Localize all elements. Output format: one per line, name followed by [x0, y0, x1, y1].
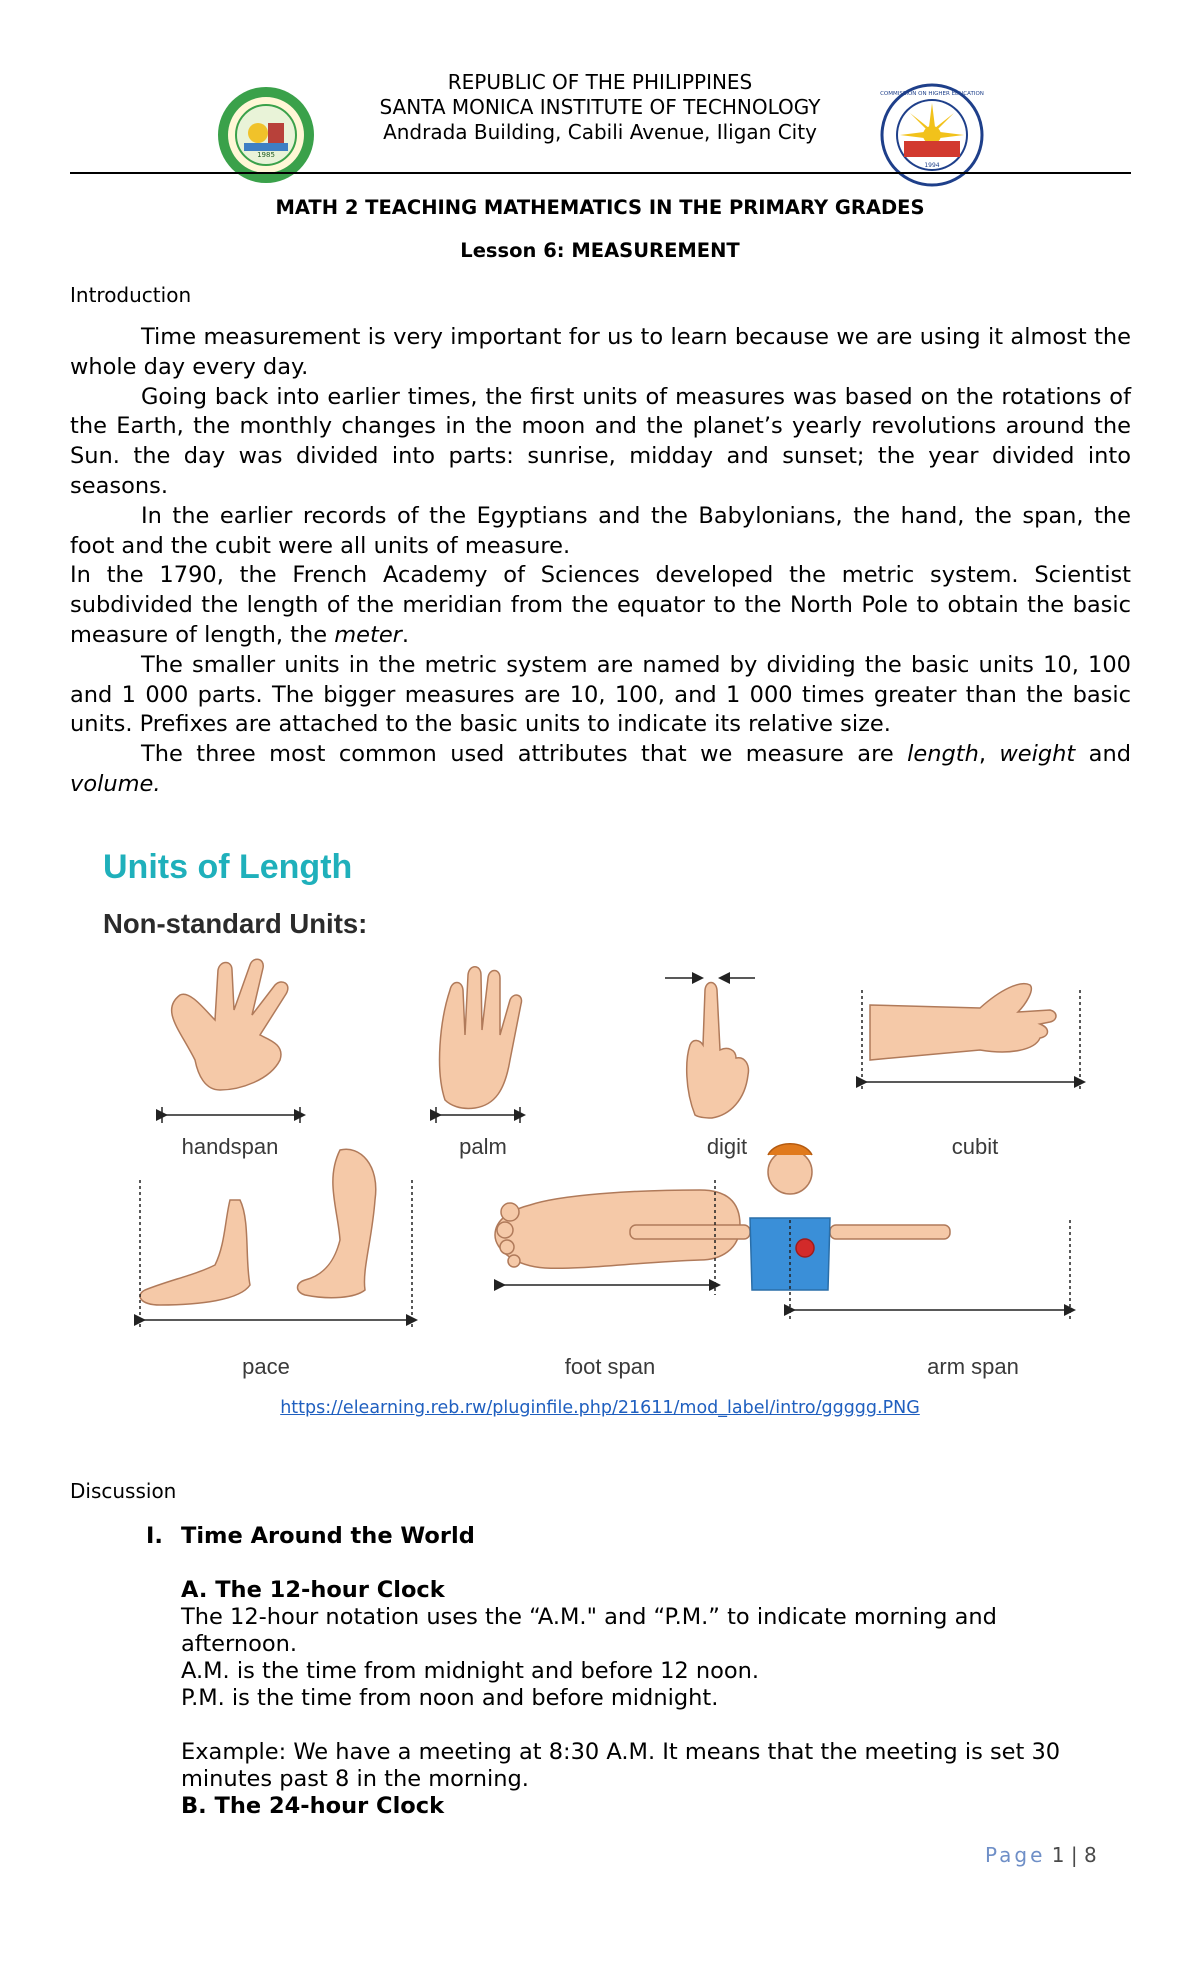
units-of-length-illustration: [100, 950, 1100, 1390]
svg-text:COMMISSION ON HIGHER EDUCATION: COMMISSION ON HIGHER EDUCATION: [880, 91, 984, 97]
subsection-a-text: A.M. is the time from midnight and before 12 noon.: [181, 1658, 760, 1684]
intro-paragraph: The three most common used attributes that we measure are length, weight and volume.: [70, 741, 1132, 797]
label-pace: pace: [242, 1354, 290, 1379]
subsection-a-text: The 12-hour notation uses the “A.M." and “P.M.” to indicate morning and afternoon.: [181, 1604, 997, 1657]
figure-title: Units of Length: [103, 848, 353, 886]
handspan-hand-icon: [172, 959, 288, 1090]
introduction-label: Introduction: [70, 283, 192, 307]
section-numeral: I.: [146, 1523, 163, 1549]
svg-text:1985: 1985: [257, 151, 275, 159]
subsection-b-title: B. The 24-hour Clock: [181, 1793, 445, 1819]
intro-paragraph: Time measurement is very important for us to learn because we are using it almost the whole day every day.: [70, 324, 1131, 380]
intro-paragraph: The smaller units in the metric system are named by dividing the basic units 10, 100 and 1 000 parts. The bigger measures are 10, 100, and 1 000 times greater than the basic units. Prefixes are attached to the basic units to indicate its relative size.: [70, 651, 1131, 738]
subsection-a-text: P.M. is the time from noon and before midnight.: [181, 1685, 719, 1711]
label-digit: digit: [706, 1134, 748, 1159]
page-total: 8: [1083, 1843, 1097, 1867]
label-arm-span: arm span: [927, 1354, 1019, 1379]
lesson-title: Lesson 6: MEASUREMENT: [460, 239, 740, 262]
page-current: 1: [1051, 1843, 1065, 1867]
example-text: Example: We have a meeting at 8:30 A.M. It means that the meeting is set 30 minutes past 8 in the morning.: [181, 1739, 1061, 1792]
section-body: [181, 1577, 1061, 1820]
pace-feet-icon: [140, 1149, 376, 1305]
label-handspan: handspan: [181, 1134, 279, 1159]
label-cubit: cubit: [951, 1134, 999, 1159]
header-line-republic: REPUBLIC OF THE PHILIPPINES: [447, 70, 753, 94]
course-title: MATH 2 TEACHING MATHEMATICS IN THE PRIMARY GRADES: [275, 196, 925, 219]
digit-finger-icon: [687, 983, 749, 1119]
label-palm: palm: [459, 1134, 507, 1159]
page-footer: [985, 1843, 1097, 1867]
discussion-label: Discussion: [70, 1479, 177, 1503]
cubit-arm-icon: [870, 984, 1056, 1060]
header-line-address: Andrada Building, Cabili Avenue, Iligan City: [383, 120, 817, 144]
intro-paragraph: Going back into earlier times, the first units of measures was based on the rotations of the Earth, the monthly changes in the moon and the planet’s yearly revolutions around the Sun. the day was divided into parts: sunrise, midday and sunset; the year divided into seasons.: [70, 383, 1131, 499]
header-line-institute: SANTA MONICA INSTITUTE OF TECHNOLOGY: [379, 95, 821, 119]
header-divider: [70, 172, 1131, 174]
palm-hand-icon: [440, 967, 522, 1109]
figure-subtitle: Non-standard Units:: [103, 908, 368, 939]
label-foot-span: foot span: [564, 1354, 656, 1379]
page-word: Page: [985, 1843, 1046, 1867]
subsection-a-title: A. The 12-hour Clock: [181, 1577, 445, 1603]
svg-text:1994: 1994: [924, 162, 940, 169]
intro-paragraph: In the earlier records of the Egyptians and the Babylonians, the hand, the span, the foot and the cubit were all units of measure.: [70, 502, 1131, 559]
page-separator: |: [1070, 1843, 1078, 1867]
image-source-link[interactable]: https://elearning.reb.rw/pluginfile.php/21611/mod_label/intro/ggggg.PNG: [280, 1398, 920, 1418]
intro-paragraph: In the 1790, the French Academy of Sciences developed the metric system. Scientist subdivided the length of the meridian from the equator to the North Pole to obtain the basic measure of length, the meter.: [70, 562, 1131, 648]
introduction-body: [70, 323, 1131, 800]
section-title: Time Around the World: [181, 1523, 475, 1549]
